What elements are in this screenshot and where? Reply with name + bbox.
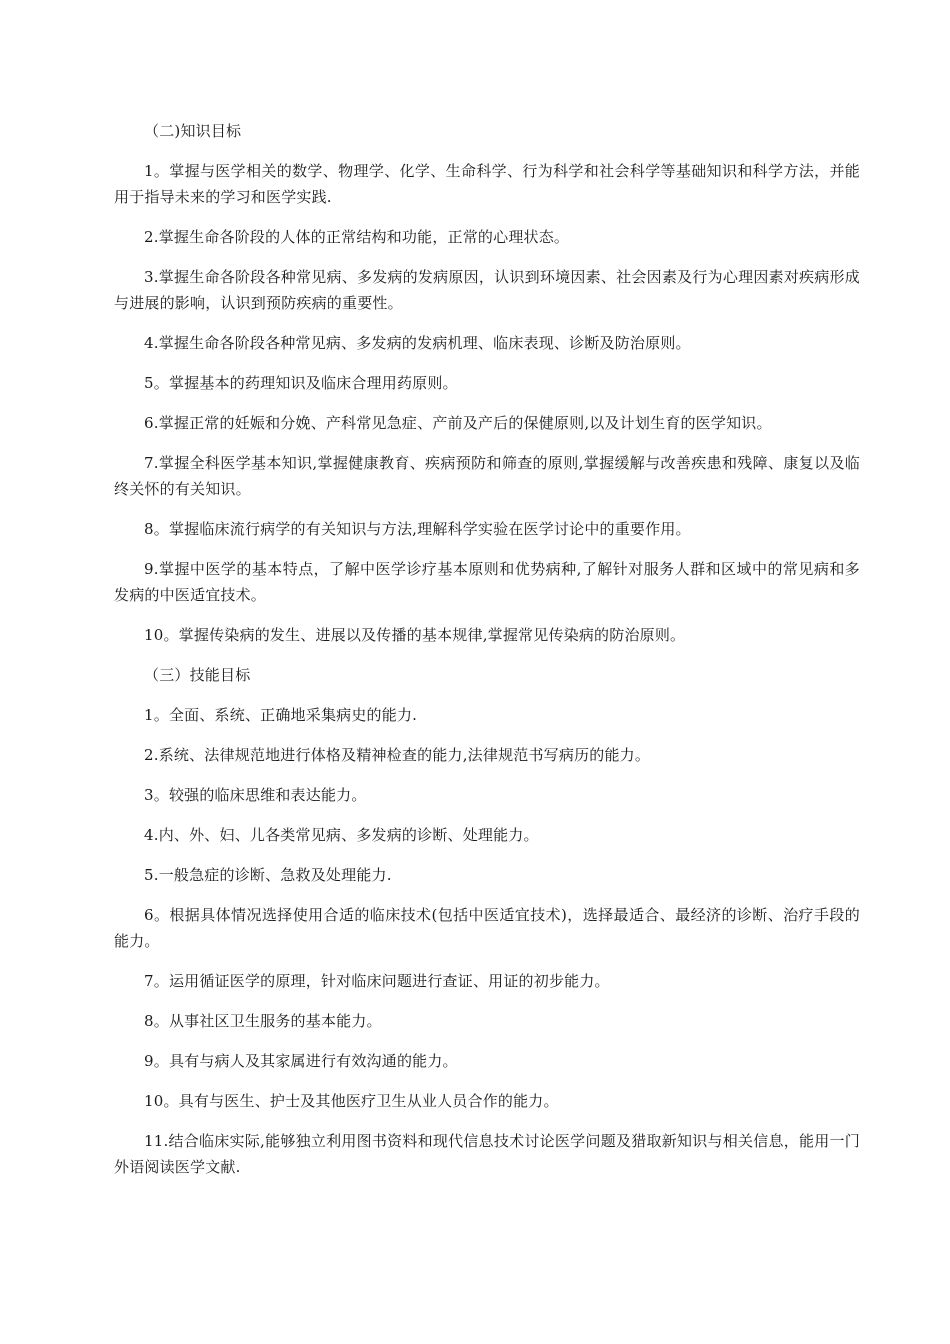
section-heading-knowledge: （二)知识目标	[144, 122, 242, 140]
knowledge-item: 8。掌握临床流行病学的有关知识与方法,理解科学实验在医学讨论中的重要作用。	[144, 520, 691, 538]
knowledge-objectives-section	[114, 118, 860, 648]
skill-item: 4.内、外、妇、儿各类常见病、多发病的诊断、处理能力。	[144, 826, 539, 844]
skill-item: 3。较强的临床思维和表达能力。	[144, 786, 367, 804]
section-heading-skills: （三）技能目标	[144, 666, 251, 684]
knowledge-item: 2.掌握生命各阶段的人体的正常结构和功能，正常的心理状态。	[144, 228, 570, 246]
skill-item: 9。具有与病人及其家属进行有效沟通的能力。	[144, 1052, 458, 1070]
skill-item: 7。运用循证医学的原理，针对临床问题进行查证、用证的初步能力。	[144, 972, 610, 990]
skill-item: 2.系统、法律规范地进行体格及精神检查的能力,法律规范书写病历的能力。	[144, 746, 651, 764]
knowledge-item: 1。掌握与医学相关的数学、物理学、化学、生命科学、行为科学和社会科学等基础知识和科学方法，并能用于指导未来的学习和医学实践.	[114, 162, 860, 206]
knowledge-item: 3.掌握生命各阶段各种常见病、多发病的发病原因，认识到环境因素、社会因素及行为心理因素对疾病形成与进展的影响，认识到预防疾病的重要性。	[114, 268, 860, 312]
skill-item: 8。从事社区卫生服务的基本能力。	[144, 1012, 382, 1030]
skill-item: 10。具有与医生、护士及其他医疗卫生从业人员合作的能力。	[144, 1092, 559, 1110]
skill-item: 6。根据具体情况选择使用合适的临床技术(包括中医适宜技术)，选择最适合、最经济的诊断、治疗手段的能力。	[114, 906, 860, 950]
knowledge-item: 9.掌握中医学的基本特点，了解中医学诊疗基本原则和优势病种,了解针对服务人群和区域中的常见病和多发病的中医适宜技术。	[114, 560, 860, 604]
skill-objectives-section	[114, 662, 860, 1180]
knowledge-item: 6.掌握正常的妊娠和分娩、产科常见急症、产前及产后的保健原则,以及计划生育的医学知识。	[144, 414, 772, 432]
knowledge-item: 5。掌握基本的药理知识及临床合理用药原则。	[144, 374, 458, 392]
knowledge-item: 4.掌握生命各阶段各种常见病、多发病的发病机理、临床表现、诊断及防治原则。	[144, 334, 691, 352]
skill-item: 5.一般急症的诊断、急救及处理能力.	[144, 866, 392, 884]
knowledge-item: 10。掌握传染病的发生、进展以及传播的基本规律,掌握常见传染病的防治原则。	[144, 626, 686, 644]
knowledge-item: 7.掌握全科医学基本知识,掌握健康教育、疾病预防和筛查的原则,掌握缓解与改善疾患和残障、康复以及临终关怀的有关知识。	[114, 454, 860, 498]
document-page	[114, 118, 860, 1194]
skill-item: 11.结合临床实际,能够独立利用图书资料和现代信息技术讨论医学问题及猎取新知识与相关信息，能用一门外语阅读医学文献.	[114, 1132, 860, 1176]
skill-item: 1。全面、系统、正确地采集病史的能力.	[144, 706, 418, 724]
